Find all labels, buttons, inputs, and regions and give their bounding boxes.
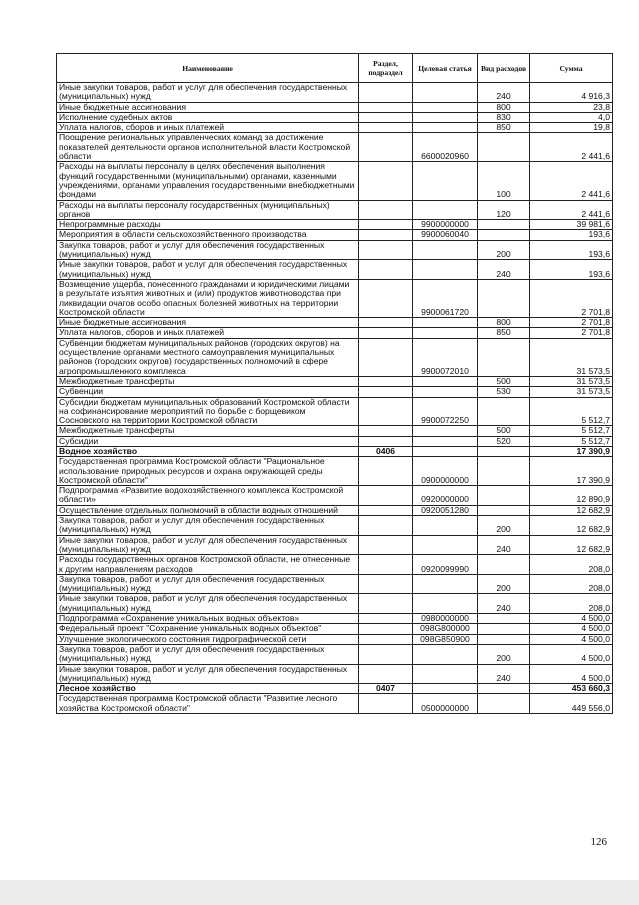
row-section: [359, 240, 413, 260]
row-type: [478, 230, 530, 240]
row-section: [359, 436, 413, 446]
row-section: [359, 260, 413, 280]
row-target: 0500000000: [413, 694, 478, 714]
row-section: [359, 133, 413, 162]
row-name: Государственная программа Костромской области "Рациональное использование природных ресурсов и охрана окружающей среды Костромской области": [57, 457, 359, 486]
row-name: Субсидии: [57, 436, 359, 446]
row-target: 0920000000: [413, 486, 478, 506]
row-name: Расходы на выплаты персоналу государственных (муниципальных) органов: [57, 200, 359, 220]
row-section: [359, 328, 413, 338]
row-type: 850: [478, 328, 530, 338]
row-target: [413, 436, 478, 446]
row-name: Иные закупки товаров, работ и услуг для обеспечения государственных (муниципальных) нужд: [57, 83, 359, 103]
row-sum: 208,0: [530, 594, 613, 614]
row-sum: 2 701,8: [530, 318, 613, 328]
table-row: [57, 684, 613, 694]
row-type: [478, 555, 530, 575]
row-sum: 4,0: [530, 112, 613, 122]
row-section: [359, 123, 413, 133]
row-sum: 4 500,0: [530, 624, 613, 634]
row-type: [478, 446, 530, 456]
row-type: [478, 279, 530, 317]
row-section: [359, 555, 413, 575]
row-sum: 193,6: [530, 230, 613, 240]
row-type: 120: [478, 200, 530, 220]
row-name: Подпрограмма «Сохранение уникальных водных объектов»: [57, 614, 359, 624]
row-target: 9900060040: [413, 230, 478, 240]
row-section: [359, 516, 413, 536]
row-target: 098G800000: [413, 624, 478, 634]
table-row: [57, 516, 613, 536]
row-type: [478, 486, 530, 506]
table-row: [57, 260, 613, 280]
table-row: [57, 426, 613, 436]
row-type: 800: [478, 318, 530, 328]
row-target: [413, 684, 478, 694]
row-sum: 17 390,9: [530, 457, 613, 486]
row-type: [478, 505, 530, 515]
row-sum: 4 916,3: [530, 83, 613, 103]
row-sum: 453 660,3: [530, 684, 613, 694]
row-target: 6600020960: [413, 133, 478, 162]
row-sum: 2 701,8: [530, 328, 613, 338]
table-row: [57, 133, 613, 162]
row-sum: 208,0: [530, 574, 613, 594]
row-target: 098G850900: [413, 634, 478, 644]
row-sum: 5 512,7: [530, 436, 613, 446]
row-type: [478, 694, 530, 714]
row-sum: 208,0: [530, 555, 613, 575]
row-section: [359, 83, 413, 103]
row-sum: 12 890,9: [530, 486, 613, 506]
row-type: [478, 614, 530, 624]
row-type: [478, 634, 530, 644]
row-target: 9900072250: [413, 397, 478, 426]
row-type: 240: [478, 664, 530, 684]
row-section: [359, 624, 413, 634]
row-section: [359, 397, 413, 426]
row-sum: 4 500,0: [530, 664, 613, 684]
row-type: 850: [478, 123, 530, 133]
table-row: [57, 200, 613, 220]
row-sum: 5 512,7: [530, 397, 613, 426]
row-target: [413, 574, 478, 594]
row-name: Подпрограмма «Развитие водохозяйственного комплекса Костромской области»: [57, 486, 359, 506]
row-section: [359, 644, 413, 664]
row-section: [359, 230, 413, 240]
row-name: Осуществление отдельных полномочий в области водных отношений: [57, 505, 359, 515]
table-row: [57, 505, 613, 515]
table-row: [57, 614, 613, 624]
row-type: 500: [478, 376, 530, 386]
row-target: [413, 376, 478, 386]
header-type: Вид расходов: [478, 54, 530, 83]
row-target: 0980000000: [413, 614, 478, 624]
row-type: 200: [478, 516, 530, 536]
row-target: [413, 112, 478, 122]
row-name: Субсидии бюджетам муниципальных образований Костромской области на софинансирование мероприятий по борьбе с борщевиком Сосновского на территории Костромской области: [57, 397, 359, 426]
row-section: [359, 220, 413, 230]
row-target: [413, 426, 478, 436]
row-sum: 4 500,0: [530, 614, 613, 624]
row-sum: 12 682,9: [530, 516, 613, 536]
row-section: [359, 634, 413, 644]
row-section: [359, 102, 413, 112]
table-row: [57, 694, 613, 714]
row-type: 240: [478, 83, 530, 103]
row-name: Улучшение экологического состояния гидрографической сети: [57, 634, 359, 644]
row-section: [359, 574, 413, 594]
row-sum: 4 500,0: [530, 634, 613, 644]
row-target: [413, 535, 478, 555]
row-target: [413, 260, 478, 280]
row-section: [359, 486, 413, 506]
table-row: [57, 83, 613, 103]
table-body: [57, 83, 613, 714]
row-target: [413, 123, 478, 133]
table-row: [57, 112, 613, 122]
row-type: [478, 220, 530, 230]
header-section: Раздел, подраздел: [359, 54, 413, 83]
row-name: Водное хозяйство: [57, 446, 359, 456]
row-type: 500: [478, 426, 530, 436]
header-name: Наименование: [57, 54, 359, 83]
row-section: [359, 279, 413, 317]
row-name: Закупка товаров, работ и услуг для обеспечения государственных (муниципальных) нужд: [57, 240, 359, 260]
row-name: Межбюджетные трансферты: [57, 426, 359, 436]
row-section: [359, 376, 413, 386]
row-section: [359, 387, 413, 397]
row-sum: 2 441,6: [530, 133, 613, 162]
table-row: [57, 102, 613, 112]
row-sum: 19,8: [530, 123, 613, 133]
row-target: [413, 102, 478, 112]
row-sum: 449 556,0: [530, 694, 613, 714]
header-sum: Сумма: [530, 54, 613, 83]
row-type: [478, 397, 530, 426]
row-name: Иные закупки товаров, работ и услуг для обеспечения государственных (муниципальных) нужд: [57, 260, 359, 280]
row-target: [413, 318, 478, 328]
row-name: Исполнение судебных актов: [57, 112, 359, 122]
row-section: [359, 318, 413, 328]
row-type: 830: [478, 112, 530, 122]
row-type: 240: [478, 260, 530, 280]
row-type: [478, 624, 530, 634]
row-name: Закупка товаров, работ и услуг для обеспечения государственных (муниципальных) нужд: [57, 644, 359, 664]
row-section: [359, 200, 413, 220]
row-name: Расходы на выплаты персоналу в целях обеспечения выполнения функций государственными (муниципальными) органами, казенными учреждениями, органами управления государственными внебюджетными фондами: [57, 162, 359, 200]
row-name: Закупка товаров, работ и услуг для обеспечения государственных (муниципальных) нужд: [57, 516, 359, 536]
table-row: [57, 376, 613, 386]
row-section: [359, 664, 413, 684]
row-section: [359, 338, 413, 376]
row-name: Уплата налогов, сборов и иных платежей: [57, 328, 359, 338]
row-name: Возмещение ущерба, понесенного гражданами и юридическими лицами в результате изъятия животных и (или) продуктов животноводства при ликвидации очагов особо опасных болезней животных на территории Костромской области: [57, 279, 359, 317]
row-sum: 2 441,6: [530, 162, 613, 200]
row-sum: 193,6: [530, 260, 613, 280]
row-type: 800: [478, 102, 530, 112]
row-target: [413, 644, 478, 664]
row-sum: 193,6: [530, 240, 613, 260]
row-name: Лесное хозяйство: [57, 684, 359, 694]
row-name: Федеральный проект "Сохранение уникальных водных объектов": [57, 624, 359, 634]
row-sum: 31 573,5: [530, 387, 613, 397]
row-type: 520: [478, 436, 530, 446]
row-section: [359, 112, 413, 122]
row-target: 0920099990: [413, 555, 478, 575]
row-name: Мероприятия в области сельскохозяйственного производства: [57, 230, 359, 240]
row-name: Иные бюджетные ассигнования: [57, 318, 359, 328]
row-section: [359, 162, 413, 200]
row-name: Уплата налогов, сборов и иных платежей: [57, 123, 359, 133]
table-row: [57, 664, 613, 684]
row-name: Субвенции: [57, 387, 359, 397]
row-name: Субвенции бюджетам муниципальных районов (городских округов) на осуществление органами местного самоуправления муниципальных районов (городских округов) государственных полномочий в сфере агропромышленного комплекса: [57, 338, 359, 376]
table-row: [57, 486, 613, 506]
row-type: [478, 338, 530, 376]
row-target: 9900061720: [413, 279, 478, 317]
table-row: [57, 279, 613, 317]
row-sum: 23,8: [530, 102, 613, 112]
table-row: [57, 397, 613, 426]
row-type: [478, 457, 530, 486]
row-type: 240: [478, 594, 530, 614]
row-target: [413, 387, 478, 397]
row-section: 0406: [359, 446, 413, 456]
row-target: [413, 446, 478, 456]
row-type: 100: [478, 162, 530, 200]
row-sum: 39 981,6: [530, 220, 613, 230]
row-target: 0900000000: [413, 457, 478, 486]
row-target: [413, 83, 478, 103]
row-target: 9900000000: [413, 220, 478, 230]
row-section: [359, 426, 413, 436]
table-header-row: [57, 54, 613, 83]
row-name: Межбюджетные трансферты: [57, 376, 359, 386]
row-name: Иные закупки товаров, работ и услуг для обеспечения государственных (муниципальных) нужд: [57, 535, 359, 555]
table-row: [57, 240, 613, 260]
row-sum: 12 682,9: [530, 535, 613, 555]
row-target: [413, 328, 478, 338]
row-target: [413, 240, 478, 260]
row-target: [413, 664, 478, 684]
row-type: 200: [478, 574, 530, 594]
row-sum: 31 573,5: [530, 338, 613, 376]
table-row: [57, 535, 613, 555]
row-sum: 5 512,7: [530, 426, 613, 436]
row-name: Непрограммные расходы: [57, 220, 359, 230]
table-row: [57, 446, 613, 456]
row-target: 9900072010: [413, 338, 478, 376]
table-row: [57, 387, 613, 397]
row-type: 240: [478, 535, 530, 555]
row-name: Закупка товаров, работ и услуг для обеспечения государственных (муниципальных) нужд: [57, 574, 359, 594]
row-name: Иные бюджетные ассигнования: [57, 102, 359, 112]
row-section: [359, 535, 413, 555]
row-sum: 12 682,9: [530, 505, 613, 515]
table-row: [57, 624, 613, 634]
table-row: [57, 644, 613, 664]
table-row: [57, 328, 613, 338]
table-row: [57, 162, 613, 200]
page-number: 126: [590, 836, 607, 848]
row-name: Иные закупки товаров, работ и услуг для обеспечения государственных (муниципальных) нужд: [57, 594, 359, 614]
table-row: [57, 634, 613, 644]
row-section: [359, 614, 413, 624]
header-target: Целевая статья: [413, 54, 478, 83]
row-type: 530: [478, 387, 530, 397]
row-type: [478, 684, 530, 694]
row-section: [359, 594, 413, 614]
budget-table: [56, 53, 613, 714]
table-row: [57, 594, 613, 614]
row-type: 200: [478, 644, 530, 664]
row-sum: 2 701,8: [530, 279, 613, 317]
table-row: [57, 574, 613, 594]
row-type: 200: [478, 240, 530, 260]
table-row: [57, 338, 613, 376]
table-row: [57, 220, 613, 230]
row-name: Поощрение региональных управленческих команд за достижение показателей деятельности органов исполнительной власти Костромской области: [57, 133, 359, 162]
row-sum: 2 441,6: [530, 200, 613, 220]
row-target: [413, 516, 478, 536]
row-target: [413, 594, 478, 614]
table-row: [57, 436, 613, 446]
table-row: [57, 555, 613, 575]
row-sum: 17 390,9: [530, 446, 613, 456]
row-sum: 4 500,0: [530, 644, 613, 664]
table-row: [57, 123, 613, 133]
row-section: [359, 694, 413, 714]
row-section: 0407: [359, 684, 413, 694]
row-name: Государственная программа Костромской области "Развитие лесного хозяйства Костромской области": [57, 694, 359, 714]
row-type: [478, 133, 530, 162]
row-target: 0920051280: [413, 505, 478, 515]
row-target: [413, 200, 478, 220]
row-sum: 31 573,5: [530, 376, 613, 386]
row-name: Расходы государственных органов Костромской области, не отнесенные к другим направлениям расходов: [57, 555, 359, 575]
row-target: [413, 162, 478, 200]
table-row: [57, 230, 613, 240]
row-name: Иные закупки товаров, работ и услуг для обеспечения государственных (муниципальных) нужд: [57, 664, 359, 684]
row-section: [359, 505, 413, 515]
row-section: [359, 457, 413, 486]
table-row: [57, 457, 613, 486]
table-row: [57, 318, 613, 328]
viewer-footer-bar: [0, 880, 639, 905]
